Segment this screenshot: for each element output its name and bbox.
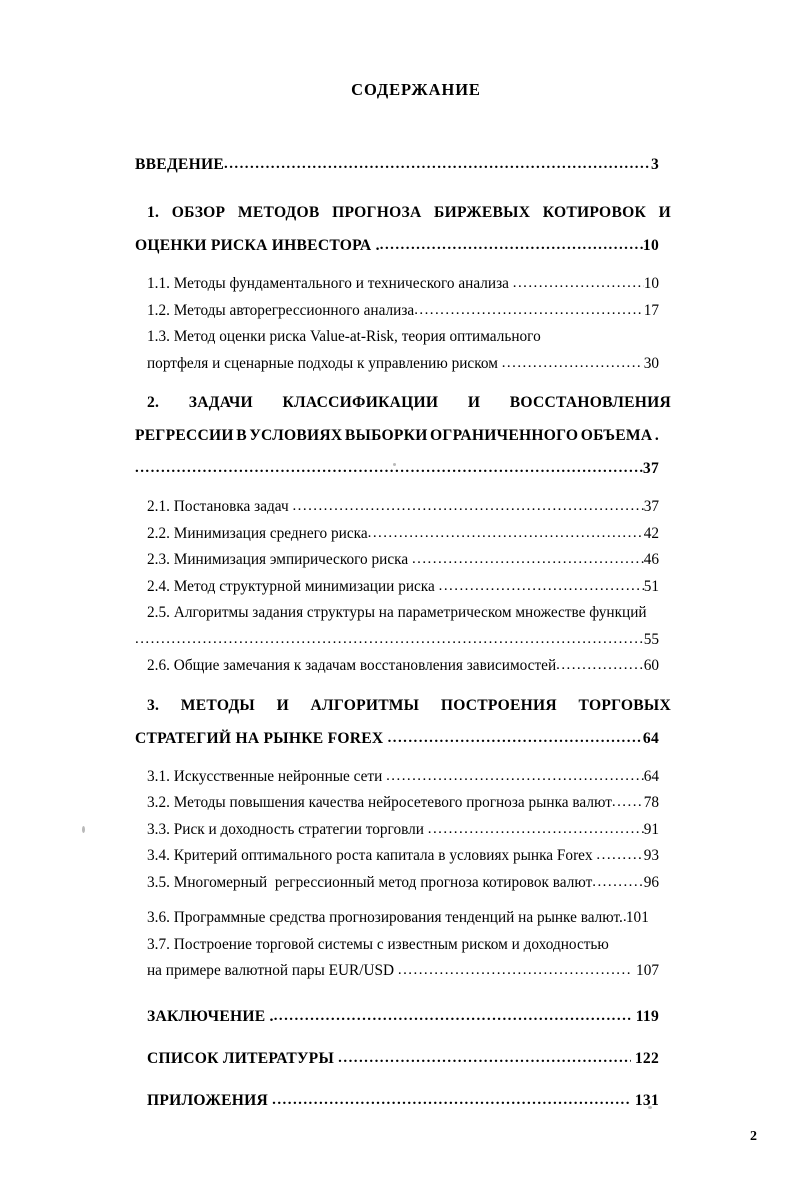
toc-entry-label: 3.1. Искусственные нейронные сети — [147, 767, 387, 785]
chapter-word: КЛАССИФИКАЦИИ — [282, 394, 439, 411]
chapter-word: В — [236, 427, 247, 444]
scan-speck — [82, 826, 85, 833]
toc-entry-label: 3.3. Риск и доходность стратегии торговли — [147, 820, 428, 838]
toc-entry-chapter-2[interactable] — [135, 386, 671, 485]
toc-entry-2-5[interactable] — [135, 600, 659, 653]
dot-leader — [596, 848, 643, 863]
toc-entry-page: 64 — [642, 729, 659, 747]
toc-entry-page: 60 — [643, 657, 659, 674]
toc-entry-label: 3.5. Многомерный регрессионный метод прогноза котировок валют — [147, 873, 593, 891]
toc-entry-page: 91 — [643, 820, 659, 838]
chapter-word: ВЫБОРКИ — [344, 427, 428, 444]
dot-leader — [412, 552, 644, 567]
dot-leader — [502, 356, 640, 371]
chapter-number: 3. — [147, 696, 160, 714]
dot-leader — [224, 157, 651, 172]
chapter-word: ОГРАНИЧЕННОГО — [430, 427, 579, 444]
chapter-word: КОТИРОВОК — [542, 204, 647, 221]
page-number-footer: 2 — [750, 1129, 757, 1144]
toc-entry-bibliography[interactable] — [135, 1042, 659, 1075]
toc-entry-page: 78 — [643, 794, 659, 811]
dot-leader — [592, 875, 643, 890]
dot-leader — [414, 303, 644, 318]
toc-entry-page: 37 — [642, 460, 659, 477]
dot-leader — [386, 769, 644, 784]
dot-leader — [292, 499, 643, 514]
dot-leader — [439, 579, 644, 594]
toc-entry-page: 64 — [643, 767, 659, 785]
toc-entry-page: 42 — [643, 524, 659, 542]
toc-entry-label: 2.6. Общие замечания к задачам восстановления зависимостей — [147, 657, 557, 674]
chapter-title-line: ОЦЕНКИ РИСКА ИНВЕСТОРА . — [135, 237, 380, 254]
table-of-contents — [135, 80, 671, 1117]
toc-entry-page: 30 — [639, 354, 659, 372]
toc-entry-label: 3.4. Критерий оптимального роста капитала в условиях рынка Forex — [147, 847, 597, 864]
chapter-word: АЛГОРИТМЫ — [310, 696, 420, 714]
toc-entry-label: 1.1. Методы фундаментального и технического анализа — [147, 275, 513, 292]
toc-entry-label-line2: на примере валютной пары EUR/USD — [147, 962, 398, 979]
toc-entry-page: 119 — [631, 1007, 659, 1025]
chapter-word: ЗАДАЧИ — [188, 394, 253, 411]
toc-entry-2-1[interactable] — [135, 494, 659, 521]
toc-entry-page: 37 — [643, 498, 659, 515]
dot-leader — [368, 526, 644, 541]
chapter-word: ПРОГНОЗА — [332, 204, 422, 221]
chapter-word: ОБЪЕМА — [580, 427, 653, 444]
toc-entry-page: 10 — [642, 237, 659, 254]
chapter-word: ПОСТРОЕНИЯ — [440, 696, 557, 714]
toc-entry-label-line1: 3.7. Построение торговой системы с известным риском и доходностью — [147, 935, 609, 953]
toc-entry-3-5[interactable] — [135, 870, 659, 897]
toc-entry-page: 46 — [643, 551, 659, 568]
toc-entry-3-6[interactable] — [135, 905, 659, 932]
toc-entry-3-4[interactable] — [135, 843, 659, 870]
toc-entry-page: 96 — [643, 873, 659, 891]
chapter-word: МЕТОДЫ — [180, 696, 255, 714]
toc-entry-label: 2.5. Алгоритмы задания структуры на параметрическом множестве функций — [147, 604, 647, 621]
toc-entry-page: 10 — [643, 275, 659, 292]
toc-entry-label-line1: 1.3. Метод оценки риска Value-at-Risk, теория оптимального — [147, 328, 541, 345]
toc-entry-conclusion[interactable] — [135, 1000, 659, 1033]
toc-entry-page: 17 — [643, 301, 659, 319]
dot-leader — [428, 822, 644, 837]
toc-entry-page: 3 — [650, 156, 659, 173]
chapter-number: 2. — [147, 394, 160, 411]
toc-entry-label: 3.6. Программные средства прогнозирования тенденций на рынке валют. — [147, 909, 623, 926]
chapter-word: МЕТОДОВ — [237, 204, 320, 221]
toc-entry-label: 1.2. Методы авторегрессионного анализа — [147, 301, 415, 319]
chapter-word: РЕГРЕССИИ — [135, 427, 234, 444]
dot-leader — [338, 1051, 631, 1066]
toc-entry-2-2[interactable] — [135, 521, 659, 548]
chapter-word: БИРЖЕВЫХ — [434, 204, 531, 221]
toc-entry-1-1[interactable] — [135, 271, 659, 298]
chapter-number: 1. — [147, 204, 160, 221]
page-title: СОДЕРЖАНИЕ — [351, 80, 481, 99]
toc-entry-2-4[interactable] — [135, 574, 659, 601]
dot-leader — [612, 795, 644, 810]
toc-entry-3-1[interactable] — [135, 764, 659, 791]
toc-entry-label: ПРИЛОЖЕНИЯ — [147, 1091, 273, 1109]
dot-leader — [274, 1009, 632, 1024]
dot-leader — [513, 276, 644, 291]
chapter-word: ОБЗОР — [171, 204, 226, 221]
toc-entry-label: 3.2. Методы повышения качества нейросетевого прогноза рынка валют — [147, 794, 612, 811]
toc-entry-label: 2.3. Минимизация эмпирического риска — [147, 551, 412, 568]
toc-entry-chapter-1[interactable] — [135, 196, 671, 262]
chapter-word: УСЛОВИЯХ — [249, 427, 343, 444]
chapter-word: ТОРГОВЫХ — [578, 696, 671, 714]
toc-entry-label: 2.1. Постановка задач — [147, 498, 293, 515]
chapter-word: И — [276, 696, 289, 714]
toc-entry-2-6[interactable] — [135, 653, 659, 680]
toc-entry-chapter-3[interactable] — [135, 689, 671, 755]
toc-entry-introduction[interactable] — [135, 148, 659, 181]
dot-leader — [388, 731, 643, 746]
toc-entry-page: 93 — [643, 847, 659, 864]
toc-entry-1-2[interactable] — [135, 298, 659, 325]
toc-entry-page: 55 — [643, 630, 659, 648]
chapter-word: ВОССТАНОВЛЕНИЯ — [509, 394, 671, 411]
toc-entry-page: 122 — [630, 1049, 659, 1067]
toc-entry-page: 51 — [643, 577, 659, 595]
toc-entry-3-2[interactable] — [135, 790, 659, 817]
toc-entry-label: 2.4. Метод структурной минимизации риска — [147, 577, 439, 595]
dot-leader — [398, 963, 632, 978]
chapter-word: И — [658, 204, 671, 221]
chapter-word: И — [467, 394, 481, 411]
toc-entry-page: 131 — [630, 1091, 659, 1109]
dot-leader — [135, 632, 644, 647]
dot-leader — [623, 910, 626, 925]
toc-entry-1-3[interactable] — [135, 324, 659, 377]
chapter-title-line: СТРАТЕГИЙ НА РЫНКЕ FOREX — [135, 729, 388, 747]
toc-entry-label: ВВЕДЕНИЕ — [135, 156, 224, 173]
toc-entry-label-line2: портфеля и сценарные подходы к управлению риском — [147, 354, 502, 372]
toc-entry-label: СПИСОК ЛИТЕРАТУРЫ — [147, 1049, 339, 1067]
dot-leader — [272, 1093, 631, 1108]
toc-entry-3-3[interactable] — [135, 817, 659, 844]
toc-entry-label: ЗАКЛЮЧЕНИЕ . — [147, 1007, 274, 1025]
toc-entry-page: 101 — [625, 909, 649, 926]
dot-leader — [135, 461, 643, 476]
toc-entry-label: 2.2. Минимизация среднего риска — [147, 524, 368, 542]
toc-entry-3-7[interactable] — [135, 932, 659, 985]
toc-entry-appendices[interactable] — [135, 1084, 659, 1117]
dot-leader — [380, 238, 643, 253]
toc-entry-page: 107 — [632, 962, 659, 979]
dot-leader — [556, 658, 644, 673]
toc-entry-2-3[interactable] — [135, 547, 659, 574]
chapter-word: . — [654, 427, 659, 444]
